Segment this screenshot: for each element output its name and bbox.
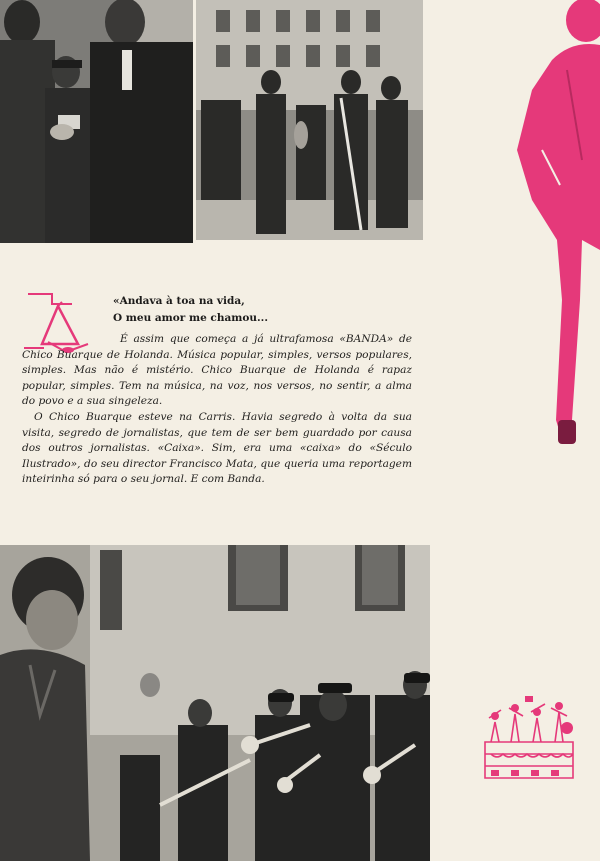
chico-band-scene <box>0 545 430 861</box>
photo-band-street <box>196 0 423 240</box>
poem-quote <box>113 293 413 327</box>
band-street-scene <box>196 0 423 240</box>
handshake-scene <box>0 0 193 243</box>
photo-handshake <box>0 0 193 243</box>
pink-figure-illustration <box>512 0 600 450</box>
article-paragraph-2: O Chico Buarque esteve na Carris. Havia segredo à volta da sua visita, segredo de jornalistas, que tem de ser bem guardado por causa dos outros jornalistas. «Caixa». Sim, era uma «caixa» do «Século Ilustrado», do seu director Francisco Mata, que queria uma reportagem inteirinha só para o seu jornal. E com Banda. <box>22 410 412 486</box>
article-paragraph-1: É assim que começa a já ultrafamosa «BANDA» de Chico Buarque de Holanda. Música popular, simples, versos populares, simples. Mas não é mistério. Chico Buarque de Holanda é rapaz popular, simples. Tem na música, na voz, nos versos, no sentir, a alma do povo e a sua singeleza. <box>22 333 412 408</box>
marching-band-illustration <box>481 688 577 784</box>
poem-line-2: O meu amor me chamou... <box>113 312 268 324</box>
article-body <box>22 332 412 488</box>
poem-line-1: «Andava à toa na vida, <box>113 295 245 307</box>
photo-chico-with-band <box>0 545 430 861</box>
